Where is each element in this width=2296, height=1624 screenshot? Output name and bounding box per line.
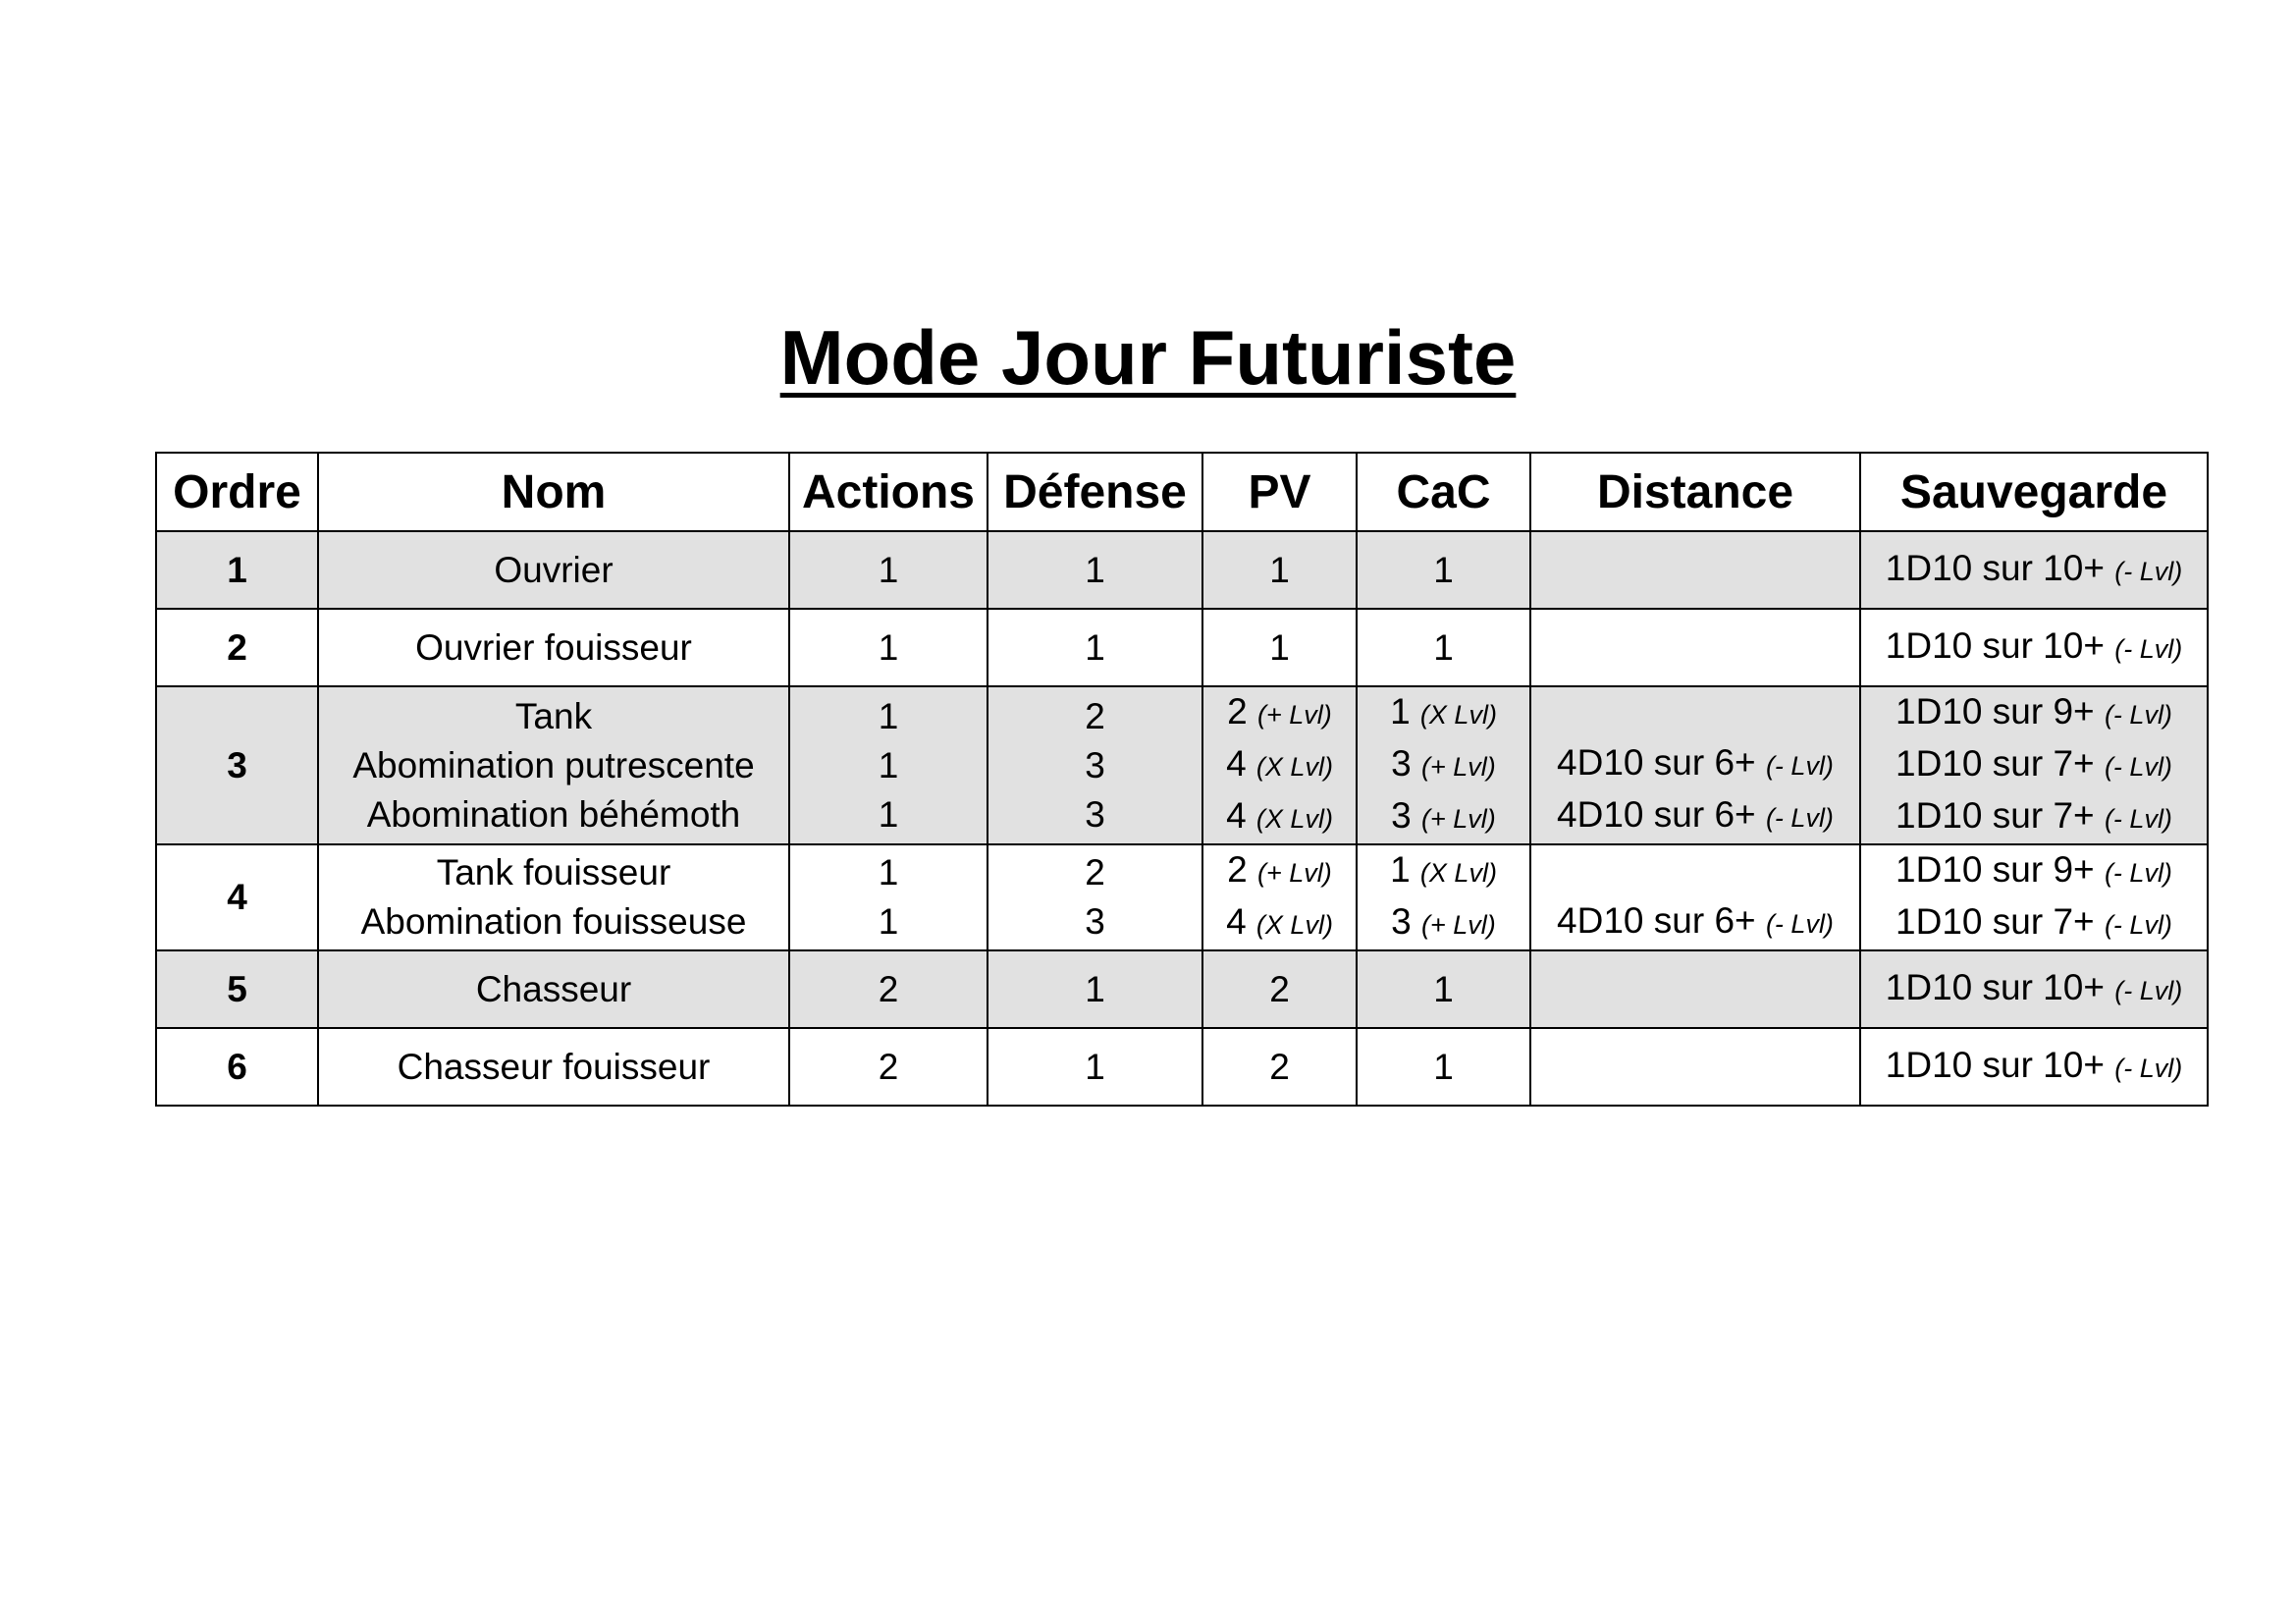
level-modifier: (X Lvl)	[1255, 804, 1333, 834]
level-modifier: (- Lvl)	[1765, 802, 1834, 833]
distance-value: 4D10 sur 6+ (- Lvl)	[1557, 793, 1834, 835]
save-value: 1D10 sur 7+ (- Lvl)	[1896, 795, 2172, 836]
cac-value-cell	[1357, 609, 1530, 686]
cac-value-cell	[1357, 950, 1530, 1028]
table-row	[156, 531, 2208, 609]
header-defense: Défense	[988, 453, 1202, 531]
level-modifier: (- Lvl)	[2114, 557, 2183, 586]
defense-value-cell	[988, 844, 1202, 950]
actions-value: 1	[878, 695, 899, 736]
actions-value-cell	[789, 844, 988, 950]
cac-value: 1	[1433, 549, 1454, 590]
save-value-cell	[1860, 844, 2208, 950]
order-value: 5	[156, 950, 318, 1028]
cac-value-cell	[1357, 1028, 1530, 1106]
level-modifier: (- Lvl)	[2104, 804, 2172, 834]
distance-value	[1531, 623, 1859, 673]
save-value: 1D10 sur 10+ (- Lvl)	[1885, 548, 2183, 588]
level-modifier: (- Lvl)	[2104, 858, 2172, 888]
level-modifier: (X Lvl)	[1419, 858, 1497, 888]
level-modifier: (- Lvl)	[1765, 750, 1834, 781]
save-value: 1D10 sur 9+ (- Lvl)	[1896, 691, 2172, 731]
defense-value: 2	[1085, 852, 1105, 893]
pv-value-cell	[1202, 950, 1357, 1028]
level-modifier: (X Lvl)	[1419, 700, 1497, 730]
cac-value: 1 (X Lvl)	[1390, 849, 1497, 890]
save-value: 1D10 sur 10+ (- Lvl)	[1885, 1045, 2183, 1085]
distance-value	[1531, 1043, 1859, 1092]
actions-value: 1	[878, 852, 899, 893]
defense-value: 1	[1085, 549, 1105, 590]
header-save: Sauvegarde	[1860, 453, 2208, 531]
unit-name-cell	[318, 531, 789, 609]
defense-value-cell	[988, 609, 1202, 686]
defense-value-cell	[988, 1028, 1202, 1106]
pv-value: 1	[1269, 626, 1290, 668]
distance-value	[1531, 847, 1859, 896]
table-row	[156, 844, 2208, 950]
cac-value-cell	[1357, 686, 1530, 844]
pv-value-cell	[1202, 844, 1357, 950]
unit-name-cell	[318, 844, 789, 950]
level-modifier: (- Lvl)	[2114, 976, 2183, 1005]
cac-value: 1	[1433, 1046, 1454, 1087]
level-modifier: (- Lvl)	[2104, 752, 2172, 782]
cac-value: 1 (X Lvl)	[1390, 691, 1497, 731]
unit-name: Tank fouisseur	[436, 852, 671, 893]
save-value: 1D10 sur 9+ (- Lvl)	[1896, 849, 2172, 890]
level-modifier: (- Lvl)	[2104, 910, 2172, 940]
header-name: Nom	[318, 453, 789, 531]
header-cac: CaC	[1357, 453, 1530, 531]
pv-value: 2 (+ Lvl)	[1227, 849, 1332, 890]
actions-value: 1	[878, 901, 899, 942]
defense-value-cell	[988, 531, 1202, 609]
defense-value: 3	[1085, 901, 1105, 942]
level-modifier: (- Lvl)	[2104, 700, 2172, 730]
table-row	[156, 950, 2208, 1028]
actions-value-cell	[789, 950, 988, 1028]
save-value: 1D10 sur 10+ (- Lvl)	[1885, 625, 2183, 666]
page-title: Mode Jour Futuriste	[779, 314, 1517, 401]
unit-name-cell	[318, 686, 789, 844]
cac-value: 1	[1433, 626, 1454, 668]
level-modifier: (+ Lvl)	[1421, 804, 1496, 834]
unit-name-cell	[318, 950, 789, 1028]
order-value: 3	[156, 686, 318, 844]
distance-value-cell	[1530, 609, 1860, 686]
save-value: 1D10 sur 7+ (- Lvl)	[1896, 901, 2172, 942]
unit-stats-table	[155, 452, 2209, 1107]
save-value-cell	[1860, 531, 2208, 609]
actions-value: 2	[878, 1046, 899, 1087]
pv-value: 2 (+ Lvl)	[1227, 691, 1332, 731]
unit-name: Abomination béhémoth	[366, 793, 741, 835]
defense-value-cell	[988, 950, 1202, 1028]
unit-name: Chasseur	[475, 968, 632, 1009]
pv-value-cell	[1202, 531, 1357, 609]
pv-value: 1	[1269, 549, 1290, 590]
actions-value-cell	[789, 531, 988, 609]
distance-value	[1531, 546, 1859, 595]
order-value: 2	[156, 609, 318, 686]
distance-value	[1531, 965, 1859, 1014]
level-modifier: (+ Lvl)	[1257, 700, 1332, 730]
order-value: 1	[156, 531, 318, 609]
level-modifier: (X Lvl)	[1255, 910, 1333, 940]
header-pv: PV	[1202, 453, 1357, 531]
unit-name: Ouvrier	[494, 549, 614, 590]
level-modifier: (- Lvl)	[2114, 634, 2183, 664]
unit-name: Tank	[514, 695, 593, 736]
actions-value: 1	[878, 793, 899, 835]
cac-value-cell	[1357, 531, 1530, 609]
save-value-cell	[1860, 1028, 2208, 1106]
defense-value: 1	[1085, 968, 1105, 1009]
cac-value: 3 (+ Lvl)	[1391, 901, 1496, 942]
header-order: Ordre	[156, 453, 318, 531]
unit-name: Ouvrier fouisseur	[415, 626, 692, 668]
actions-value-cell	[789, 686, 988, 844]
table-row	[156, 1028, 2208, 1106]
order-value: 4	[156, 844, 318, 950]
table-row	[156, 609, 2208, 686]
save-value: 1D10 sur 10+ (- Lvl)	[1885, 967, 2183, 1007]
pv-value-cell	[1202, 1028, 1357, 1106]
defense-value-cell	[988, 686, 1202, 844]
distance-value: 4D10 sur 6+ (- Lvl)	[1557, 741, 1834, 783]
actions-value: 2	[878, 968, 899, 1009]
level-modifier: (+ Lvl)	[1421, 752, 1496, 782]
distance-value-cell	[1530, 531, 1860, 609]
distance-value: 4D10 sur 6+ (- Lvl)	[1557, 899, 1834, 941]
unit-name-cell	[318, 1028, 789, 1106]
unit-name: Abomination putrescente	[352, 744, 755, 785]
distance-value-cell	[1530, 950, 1860, 1028]
actions-value: 1	[878, 549, 899, 590]
actions-value: 1	[878, 744, 899, 785]
header-row	[156, 453, 2208, 531]
pv-value: 4 (X Lvl)	[1226, 795, 1333, 836]
unit-name: Chasseur fouisseur	[397, 1046, 711, 1087]
distance-value	[1531, 689, 1859, 738]
pv-value: 4 (X Lvl)	[1226, 743, 1333, 784]
pv-value: 2	[1269, 968, 1290, 1009]
cac-value: 3 (+ Lvl)	[1391, 743, 1496, 784]
table-body	[156, 531, 2208, 1106]
defense-value: 2	[1085, 695, 1105, 736]
level-modifier: (+ Lvl)	[1257, 858, 1332, 888]
unit-name: Abomination fouisseuse	[360, 901, 747, 942]
pv-value: 4 (X Lvl)	[1226, 901, 1333, 942]
pv-value-cell	[1202, 686, 1357, 844]
unit-name-cell	[318, 609, 789, 686]
defense-value: 1	[1085, 626, 1105, 668]
actions-value-cell	[789, 609, 988, 686]
cac-value: 3 (+ Lvl)	[1391, 795, 1496, 836]
table-row	[156, 686, 2208, 844]
save-value-cell	[1860, 686, 2208, 844]
cac-value-cell	[1357, 844, 1530, 950]
distance-value-cell	[1530, 1028, 1860, 1106]
defense-value: 3	[1085, 793, 1105, 835]
level-modifier: (- Lvl)	[1765, 908, 1834, 939]
distance-value-cell	[1530, 844, 1860, 950]
save-value-cell	[1860, 950, 2208, 1028]
actions-value-cell	[789, 1028, 988, 1106]
cac-value: 1	[1433, 968, 1454, 1009]
header-distance: Distance	[1530, 453, 1860, 531]
level-modifier: (- Lvl)	[2114, 1054, 2183, 1083]
actions-value: 1	[878, 626, 899, 668]
save-value: 1D10 sur 7+ (- Lvl)	[1896, 743, 2172, 784]
pv-value: 2	[1269, 1046, 1290, 1087]
distance-value-cell	[1530, 686, 1860, 844]
pv-value-cell	[1202, 609, 1357, 686]
header-actions: Actions	[789, 453, 988, 531]
level-modifier: (X Lvl)	[1255, 752, 1333, 782]
save-value-cell	[1860, 609, 2208, 686]
level-modifier: (+ Lvl)	[1421, 910, 1496, 940]
defense-value: 3	[1085, 744, 1105, 785]
order-value: 6	[156, 1028, 318, 1106]
defense-value: 1	[1085, 1046, 1105, 1087]
